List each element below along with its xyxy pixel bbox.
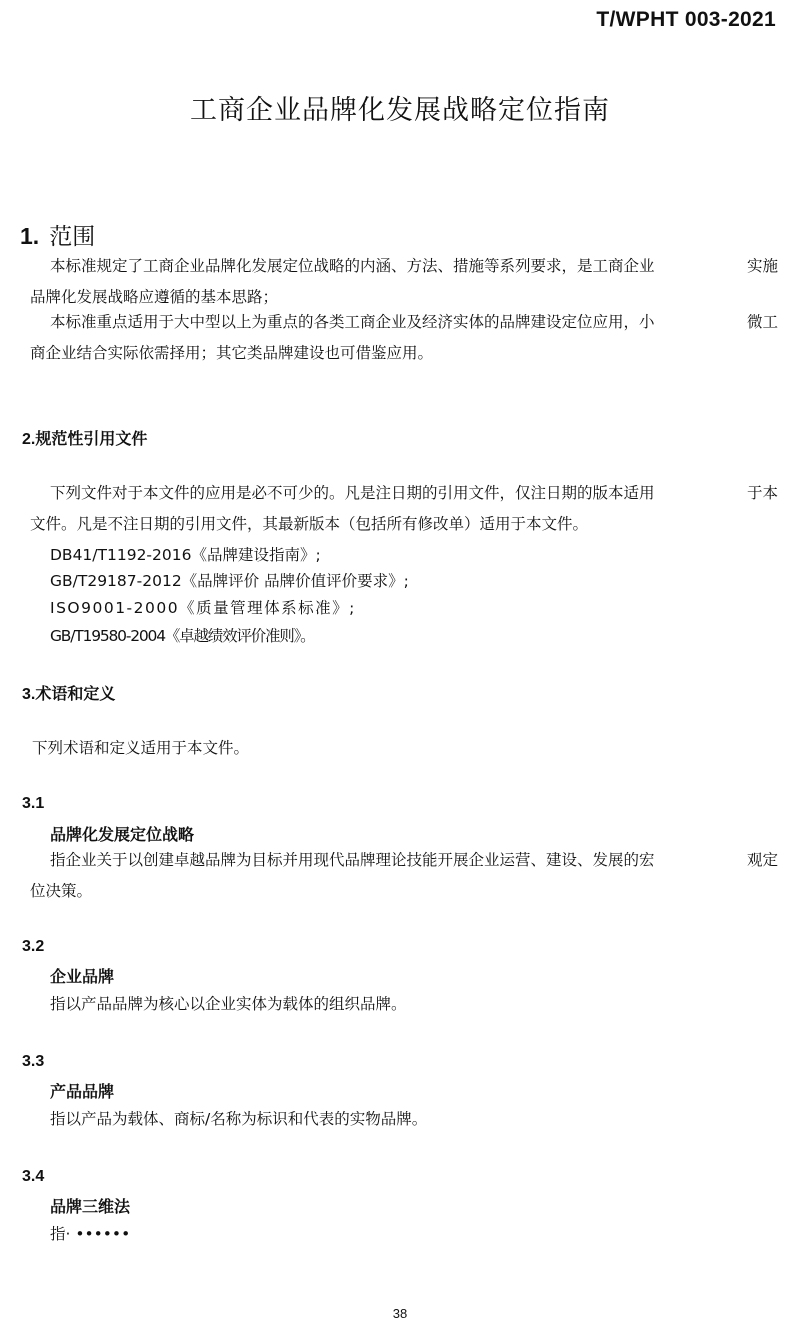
section-1-number: 1. bbox=[20, 223, 40, 249]
standard-number: T/WPHT 003-2021 bbox=[596, 8, 776, 31]
section-3-number: 3. bbox=[22, 686, 36, 703]
document-title: 工商企业品牌化发展战略定位指南 bbox=[190, 95, 610, 126]
paragraph-line: 文件。凡是不注日期的引用文件，其最新版本（包括所有修改单）适用于本文件。 bbox=[30, 515, 589, 533]
section-1-paragraph-2 bbox=[30, 307, 778, 369]
reference-item: GB/T19580-2004《卓越绩效评价准则》。 bbox=[50, 627, 315, 645]
section-2-number: 2. bbox=[22, 431, 36, 448]
term-number: 3.3 bbox=[22, 1053, 45, 1070]
line-end-text: 微工 bbox=[746, 313, 778, 331]
term-definition: 指以产品为载体、商标/名称为标识和代表的实物品牌。 bbox=[50, 1110, 428, 1128]
paragraph-line: 商企业结合实际依需择用；其它类品牌建设也可借鉴应用。 bbox=[30, 344, 434, 362]
line-end-text: 实施 bbox=[746, 257, 778, 275]
paragraph-line: 品牌化发展战略应遵循的基本思路； bbox=[30, 288, 279, 306]
term-definition: 指· •••••• bbox=[50, 1225, 131, 1243]
section-2-title: 规范性引用文件 bbox=[35, 429, 148, 448]
term-name: 品牌三维法 bbox=[50, 1197, 131, 1216]
term-name: 企业品牌 bbox=[50, 967, 115, 986]
section-3-title: 术语和定义 bbox=[35, 684, 116, 703]
line-end-text: 观定 bbox=[746, 851, 778, 869]
term-definition bbox=[30, 845, 778, 907]
line-text: 本标准规定了工商企业品牌化发展定位战略的内涵、方法、措施等系列要求，是工商企业 bbox=[50, 257, 655, 275]
section-1-title: 范围 bbox=[49, 224, 96, 250]
paragraph-line: 位决策。 bbox=[30, 882, 93, 900]
line-text: 本标准重点适用于大中型以上为重点的各类工商企业及经济实体的品牌建设定位应用，小 bbox=[50, 313, 655, 331]
section-3-intro: 下列术语和定义适用于本文件。 bbox=[32, 739, 250, 757]
section-3-heading bbox=[22, 681, 115, 704]
term-number: 3.1 bbox=[22, 795, 45, 812]
paragraph-line bbox=[30, 251, 778, 282]
line-text: 下列文件对于本文件的应用是必不可少的。凡是注日期的引用文件，仅注日期的版本适用 bbox=[50, 484, 655, 502]
term-name: 产品品牌 bbox=[50, 1082, 115, 1101]
section-2-paragraph bbox=[30, 478, 778, 540]
paragraph-line bbox=[30, 478, 778, 509]
term-definition: 指以产品品牌为核心以企业实体为载体的组织品牌。 bbox=[50, 995, 407, 1013]
paragraph-line bbox=[30, 307, 778, 338]
line-text: 指企业关于以创建卓越品牌为目标并用现代品牌理论技能开展企业运营、建设、发展的宏 bbox=[50, 851, 655, 869]
section-2-heading bbox=[22, 426, 147, 449]
line-end-text: 于本 bbox=[746, 484, 778, 502]
term-number: 3.2 bbox=[22, 938, 45, 955]
page-number: 38 bbox=[392, 1306, 408, 1321]
term-number: 3.4 bbox=[22, 1168, 45, 1185]
section-1-paragraph-1 bbox=[30, 251, 778, 313]
reference-item: DB41/T1192-2016《品牌建设指南》; bbox=[50, 546, 321, 564]
paragraph-line bbox=[30, 845, 778, 876]
reference-item: ISO9001-2000《质量管理体系标准》; bbox=[50, 599, 356, 617]
section-1-heading bbox=[20, 218, 95, 251]
reference-item: GB/T29187-2012《品牌评价 品牌价值评价要求》; bbox=[50, 572, 409, 590]
term-name: 品牌化发展定位战略 bbox=[50, 825, 195, 844]
